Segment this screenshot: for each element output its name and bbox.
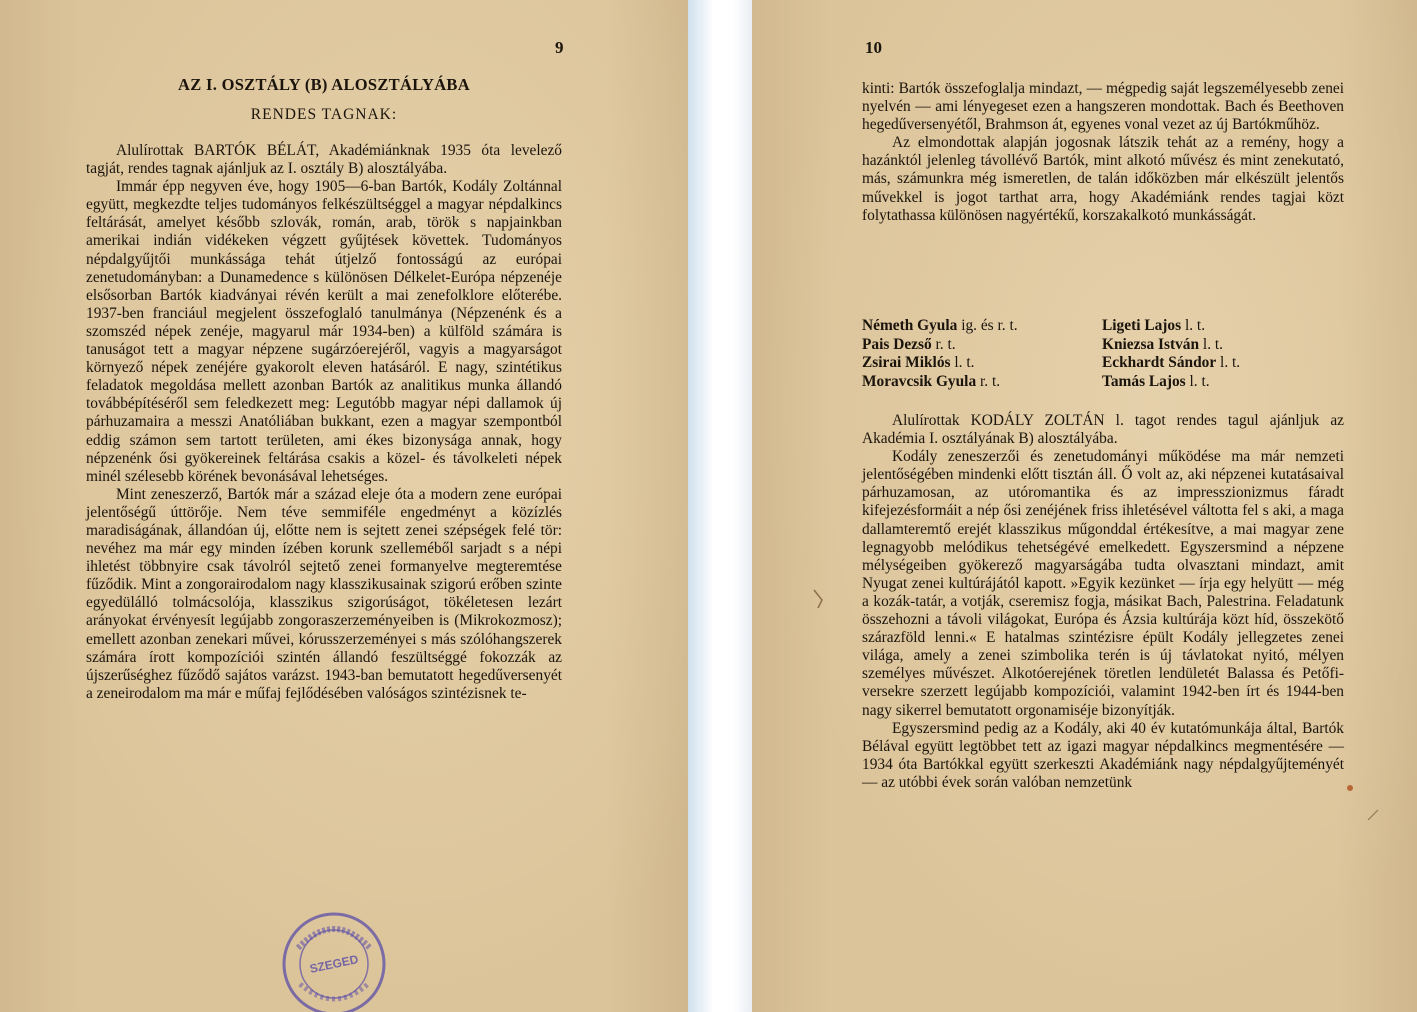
- book-gutter: [688, 0, 752, 1012]
- page-number: 10: [865, 38, 882, 57]
- margin-mark: [1368, 810, 1378, 820]
- paragraph: Alulírottak BARTÓK BÉLÁT, Akadémiánknak 1935 óta levelező tagját, rendes tagnak ajánljuk az I. osztály B) alosztályába.: [86, 142, 562, 178]
- paragraph: Egyszersmind pedig az a Kodály, aki 40 év kutatómunkája által, Bartók Bélával együtt legtöbbet tett az igazi magyar népdalkincs megmentésére — 1934 óta Bartókkal együtt szerkeszti Akadémiánk nagy népdalgyűjteményét — az utóbbi évek során valóban nemzetünk: [862, 719, 1344, 791]
- signatory: Ligeti Lajos l. t.: [1102, 317, 1206, 334]
- paragraph: kinti: Bartók összefoglalja mindazt, — mégpedig saját legszemélyesebb zenei nyelvén — ami lényegeset ezen a hangszeren mondottak. Bach és Beethoven hegedűversenyétől, Brahmson át, egyenes vonal vezet az új Bartókműhöz.: [862, 80, 1344, 134]
- signatories-column-2: [1102, 317, 1342, 391]
- paragraph: Mint zeneszerző, Bartók már a század eleje óta a modern zene európai jelentőségű úttörője. Nem téve semmiféle engedményt a közízlés maradiságának, állandóan új, előtte nem is sejtett zenei szépségek felé tör: nevéhez ma már egy minden ízében korunk szelleméből sarjadt s a népi ihletést többnyire csak távolról sejtető zenei formanyelve megteremtése fűződik. Mint a zongorairodalom nagy klasszikusainak szigorú erőben szinte egyedülálló tolmácsolója, klasszikus szigorúságot, tökéletesen lezárt arányokat érvényesít legújabb zongoraszerzeményeiben is (Mikrokozmosz); emellett azonban zenekari művei, kórusszerzeményei s más szólóhangszerek számára írott kompozíciói szintén állandó feszültséggé fokozzák az újszerűséghez fűződő sajátos varázst. 1943-ban bemutatott hegedűversenyét a zeneirodalom ma már e műfaj fejlődésében valóságos szintézisnek te-: [86, 485, 562, 702]
- signatory: Zsirai Miklós l. t.: [862, 354, 975, 371]
- signatory: Pais Dezső r. t.: [862, 335, 956, 353]
- stamp-text: SZEGED: [308, 952, 360, 976]
- signatories-column-1: [862, 317, 1102, 391]
- library-stamp-icon: [278, 908, 390, 1012]
- right-page-text-top: [862, 80, 1344, 225]
- section-subheading: RENDES TAGNAK:: [250, 106, 398, 123]
- margin-mark: [814, 590, 822, 608]
- right-page: [752, 0, 1417, 1012]
- signatory: Kniezsa István l. t.: [1102, 335, 1224, 353]
- signatory: Németh Gyula ig. és r. t.: [862, 317, 1018, 334]
- left-page-text: [86, 142, 562, 703]
- right-page-text-bottom: [862, 412, 1344, 792]
- paragraph: Immár épp negyven éve, hogy 1905—6-ban Bartók, Kodály Zoltánnal együtt, megkezdte teljes tudományos felkészültséggel a magyar népdalkincs feltárását, amelyet később szlovák, román, arab, török s napjainkban amerikai indián vidékeken végzett gyűjtések követtek. Tudományos népdalgyűjtői munkássága tehát útjelző fontosságú az európai zenetudományban: a Dunamedence s különösen Délkelet-Európa népzenéje elsősorban Bartók kiadványai révén került a mai zenefolklore előterébe. 1937-ben franciául megjelent összefoglaló tanulmánya (Népzenénk és a szomszéd népek zenéje, magyarul már 1934-ben) a külföld számára is tanuságot tett a magyar népzene sugárzóerejéről, vagyis a magyarságot környező népek zenéjére gyakorolt eleven hatásáról. E nagy, szintétikus feladatok megoldása mellett azonban Bartók az analitikus munka állandó továbbépítéséről sem feledkezett meg: Legutóbb magyar népi dallamok új párhuzamaira a messzi Anatóliában bukkant, ezen a magyar szempontból eddig számon sem tartott területen, ami ékes bizonysága annak, hogy népzenénk ősi gyökereinek feltárása csakis a közel- és távolkeleti népek minél szélesebb körének bevonásával lehetséges.: [86, 178, 562, 485]
- margin-mark: [1347, 785, 1353, 791]
- page-number: 9: [555, 38, 564, 57]
- signatory: Tamás Lajos l. t.: [1102, 372, 1210, 390]
- paragraph: Az elmondottak alapján jogosnak látszik tehát az a remény, hogy a hazánktól jelenleg távollévő Bartók, mint alkotó művész és mint zenekutató, más, számunkra még ismeretlen, de talán időközben már elkészült jelentős művekkel is jogot tarthat arra, hogy Akadémiánk rendes tagjai közt folytathassa különösen nagyértékű, korszakalkotó munkásságát.: [862, 134, 1344, 224]
- paragraph: Kodály zeneszerzői és zenetudományi működése ma már nemzeti jelentőségében mindenki előtt tisztán áll. Ő volt az, aki népzenei kutatásaival párhuzamosan, az utóromantika és az impresszionizmus fáradt kifejezésformáit a nép ősi zenéjének friss ihletésével váltotta fel s aki, a maga dallamteremtő erejét klasszikus műgonddal értékesítve, a mai magyar zene legnagyobb melódikus tehetségévé emelkedett. Egyszersmind a népzene mélységeiben gyökerező magyarságába tudta olvasztani mindazt, amit Nyugat zenei kultúrájától kapott. »Egyik kezünket — írja egy helyütt — még a kozák-tatár, a votják, cseremisz fogja, másikat Bach, Palestrina. Feladatunk összehozni a távoli világokat, Európa és Ázsia kultúrája közt híd, összekötő szárazföld lenni.« E hatalmas szintézisre épült Kodály jellegzetes zenei világa, amely a zenei szimbolika terén is új távlatokat nyitó, mélyen személyes művészet. Alkotóerejének töretlen lendületét Balassa és Petőfi-versekre szerzett legújabb kompozíciói, valamint 1942-ben írt és 1944-ben nagy sikerrel bemutatott orgonamiséje bizonyítják.: [862, 448, 1344, 719]
- left-page: [0, 0, 688, 1012]
- section-heading: AZ I. OSZTÁLY (B) ALOSZTÁLYÁBA: [178, 75, 470, 94]
- signatory: Moravcsik Gyula r. t.: [862, 372, 1001, 390]
- paragraph: Alulírottak KODÁLY ZOLTÁN l. tagot rendes tagul ajánljuk az Akadémia I. osztályának B) alosztályába.: [862, 412, 1344, 448]
- signatory: Eckhardt Sándor l. t.: [1102, 354, 1241, 371]
